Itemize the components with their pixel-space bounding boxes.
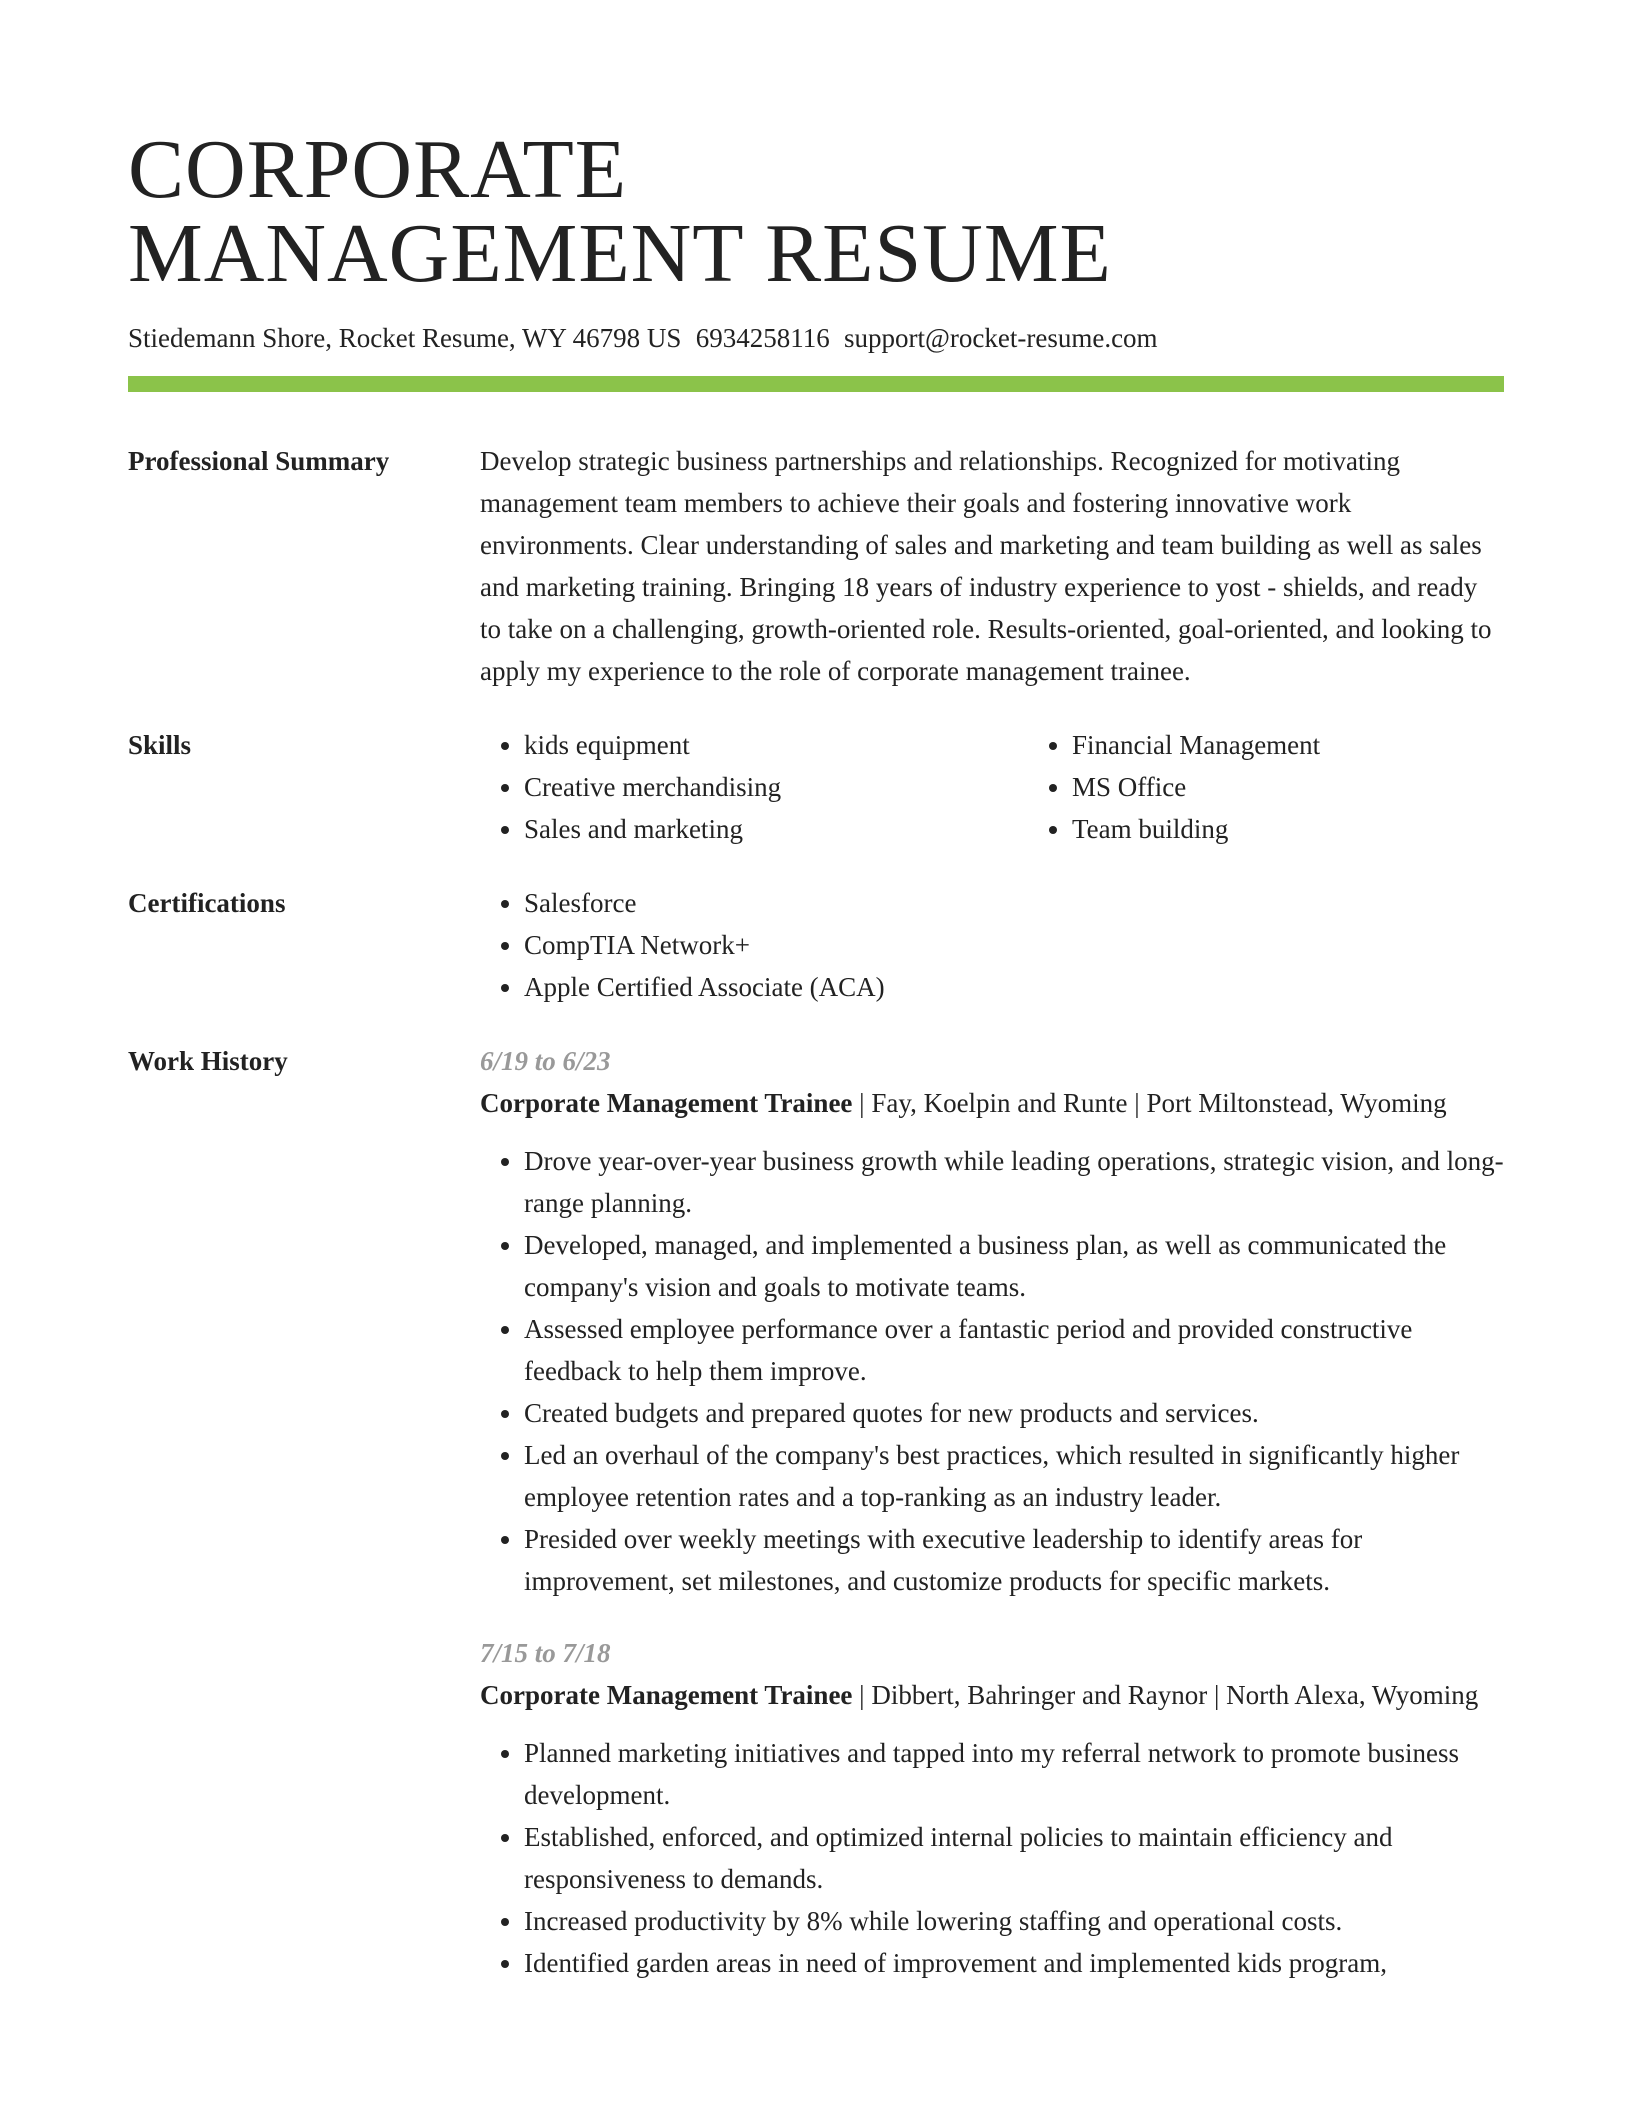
section-heading: Professional Summary (128, 446, 390, 476)
work-history-list (480, 1040, 1504, 1984)
skill-item: • kids equipment (524, 724, 1028, 766)
contact-email: support@rocket-resume.com (844, 323, 1158, 353)
job-details: | Fay, Koelpin and Runte | Port Miltonstead, Wyoming (852, 1088, 1447, 1118)
certification-item: • Salesforce (524, 882, 1504, 924)
job-bullet: • Established, enforced, and optimized internal policies to maintain efficiency and responsiveness to demands. (524, 1816, 1504, 1900)
summary-text: Develop strategic business partnerships and relationships. Recognized for motivating management team members to achieve their goals and fostering innovative work environments. Clear understanding of sales and marketing and team building as well as sales and marketing training. Bringing 18 years of industry experience to yost - shields, and ready to take on a challenging, growth-oriented role. Results-oriented, goal-oriented, and looking to apply my experience to the role of corporate management trainee. (480, 446, 1492, 686)
job-bullet: • Planned marketing initiatives and tapped into my referral network to promote business development. (524, 1732, 1504, 1816)
certification-item: • CompTIA Network+ (524, 924, 1504, 966)
job-bullets (480, 1732, 1504, 1984)
job-bullet: • Increased productivity by 8% while lowering staffing and operational costs. (524, 1900, 1504, 1942)
section-heading: Certifications (128, 888, 286, 918)
job-title: Corporate Management Trainee (480, 1680, 853, 1710)
section-heading: Skills (128, 730, 192, 760)
job-header (480, 1674, 1504, 1716)
skills-column-right (1028, 724, 1576, 850)
certification-item: • Apple Certified Associate (ACA) (524, 966, 1504, 1008)
job-dates: 7/15 to 7/18 (480, 1638, 611, 1668)
title-line-2: MANAGEMENT RESUME (128, 207, 1112, 300)
professional-summary-section (128, 440, 1504, 692)
job-bullet: • Presided over weekly meetings with executive leadership to identify areas for improvement, set milestones, and customize products for specific markets. (524, 1518, 1504, 1602)
skill-item: • Creative merchandising (524, 766, 1028, 808)
job-dates: 6/19 to 6/23 (480, 1046, 611, 1076)
job-bullet: • Assessed employee performance over a fantastic period and provided constructive feedback to help them improve. (524, 1308, 1504, 1392)
job-title: Corporate Management Trainee (480, 1088, 853, 1118)
resume-page (128, 123, 1504, 1984)
accent-divider (128, 376, 1504, 392)
job-header (480, 1082, 1504, 1124)
work-history-section (128, 1040, 1504, 1984)
job-bullet: • Created budgets and prepared quotes for new products and services. (524, 1392, 1504, 1434)
skill-item: • Team building (1072, 808, 1576, 850)
job-bullet: • Developed, managed, and implemented a business plan, as well as communicated the company's vision and goals to motivate teams. (524, 1224, 1504, 1308)
job-bullet: • Identified garden areas in need of improvement and implemented kids program, (524, 1942, 1504, 1984)
skill-item: • MS Office (1072, 766, 1576, 808)
contact-phone: 6934258116 (695, 323, 830, 353)
job-bullets (480, 1140, 1504, 1602)
title-line-1: CORPORATE (128, 123, 628, 216)
job-entry (480, 1632, 1504, 1984)
contact-line (128, 318, 1504, 358)
contact-address: Stiedemann Shore, Rocket Resume, WY 46798 US (128, 323, 682, 353)
skills-column-left (480, 724, 1028, 850)
section-heading: Work History (128, 1046, 288, 1076)
job-bullet: • Drove year-over-year business growth while leading operations, strategic vision, and long-range planning. (524, 1140, 1504, 1224)
certifications-list (480, 882, 1504, 1008)
skill-item: • Sales and marketing (524, 808, 1028, 850)
job-entry (480, 1040, 1504, 1602)
skills-list (480, 724, 1576, 850)
job-details: | Dibbert, Bahringer and Raynor | North Alexa, Wyoming (852, 1680, 1479, 1710)
job-bullet: • Led an overhaul of the company's best practices, which resulted in significantly higher employee retention rates and a top-ranking as an industry leader. (524, 1434, 1504, 1518)
skill-item: • Financial Management (1072, 724, 1576, 766)
certifications-section (128, 882, 1504, 1008)
skills-section (128, 724, 1504, 850)
resume-title (128, 123, 1504, 300)
